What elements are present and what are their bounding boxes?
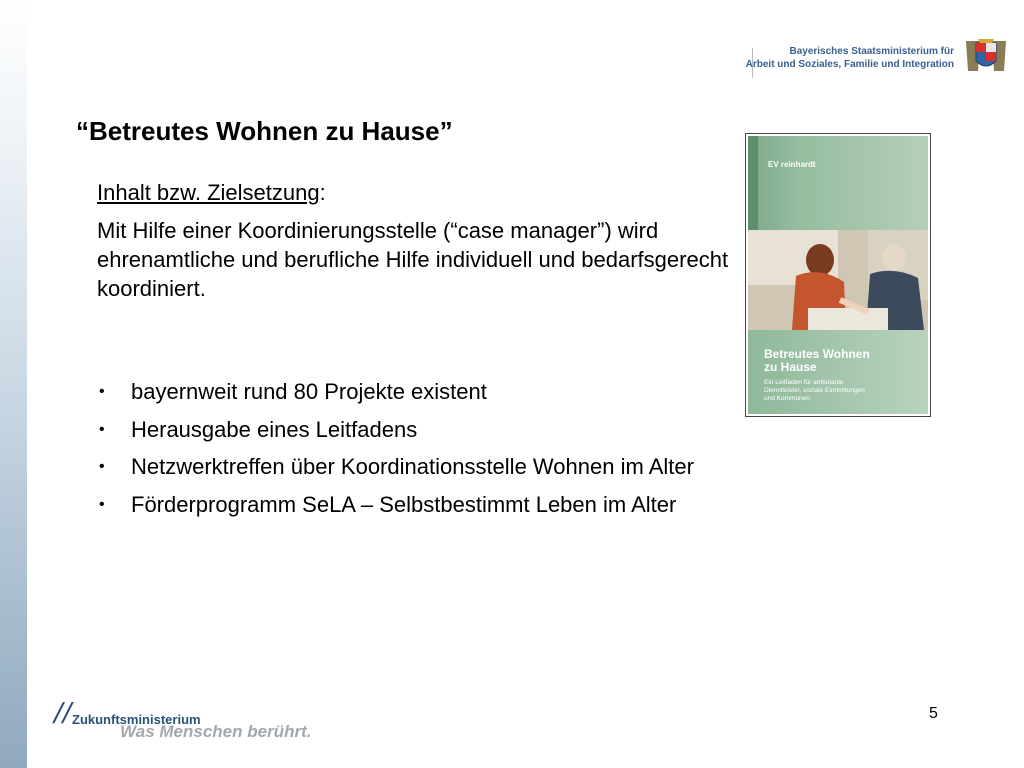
description-paragraph: Mit Hilfe einer Koordinierungsstelle (“case manager”) wird ehrenamtliche und berufliche Hilfe individuell und bedarfsgerecht koordiniert. — [97, 218, 729, 301]
subheading-colon: : — [319, 180, 326, 205]
book-subtitle-line1: Ein Leitfaden für ambulante — [764, 379, 844, 386]
logo-claim: Was Menschen berührt. — [120, 722, 312, 741]
book-title — [764, 348, 870, 374]
logo-slashes: // — [54, 698, 72, 728]
bullet-list — [97, 373, 694, 523]
ministry-logo — [700, 38, 1016, 82]
bullet-icon: • — [99, 495, 105, 513]
bullet-text: Förderprogramm SeLA – Selbstbestimmt Leben im Alter — [131, 491, 677, 517]
logo-name: Zukunftsministerium — [72, 712, 201, 727]
book-publisher: EV reinhardt — [768, 160, 816, 169]
bullet-item — [97, 411, 694, 449]
bullet-icon: • — [99, 458, 105, 475]
bullet-item — [97, 373, 694, 411]
book-subtitle-line2: Dienstleister, soziale Einrichtungen — [764, 387, 865, 394]
bullet-text: Netzwerktreffen über Koordinationsstelle Wohnen im Alter — [131, 454, 694, 479]
book-spine-stripe — [748, 136, 758, 230]
page-number: 5 — [929, 705, 938, 722]
book-subtitle-line3: und Kommunen — [764, 395, 810, 402]
ministry-name-line1: Bayerisches Staatsministerium für — [789, 46, 954, 57]
bullet-icon: • — [99, 420, 105, 438]
bullet-text: Herausgabe eines Leitfadens — [131, 416, 418, 442]
ministry-name-line2: Arbeit und Soziales, Familie und Integration — [745, 59, 954, 70]
slide-title: “Betreutes Wohnen zu Hause” — [76, 116, 453, 146]
book-subtitle — [764, 379, 865, 403]
bullet-item — [97, 448, 694, 486]
bullet-item — [97, 486, 694, 524]
book-title-line1: Betreutes Wohnen — [764, 347, 870, 361]
book-cover-top — [748, 136, 928, 230]
bullet-icon: • — [99, 383, 105, 400]
book-title-line2: zu Hause — [764, 360, 817, 374]
subheading — [97, 180, 326, 206]
book-cover-image — [745, 133, 931, 417]
bavarian-crest-icon — [958, 37, 1014, 75]
bullet-text: bayernweit rund 80 Projekte existent — [131, 379, 487, 404]
zukunftsministerium-logo — [52, 700, 312, 744]
side-gradient-bar — [0, 0, 27, 768]
subheading-text: Inhalt bzw. Zielsetzung — [97, 180, 320, 205]
book-cover-photo — [748, 230, 928, 330]
